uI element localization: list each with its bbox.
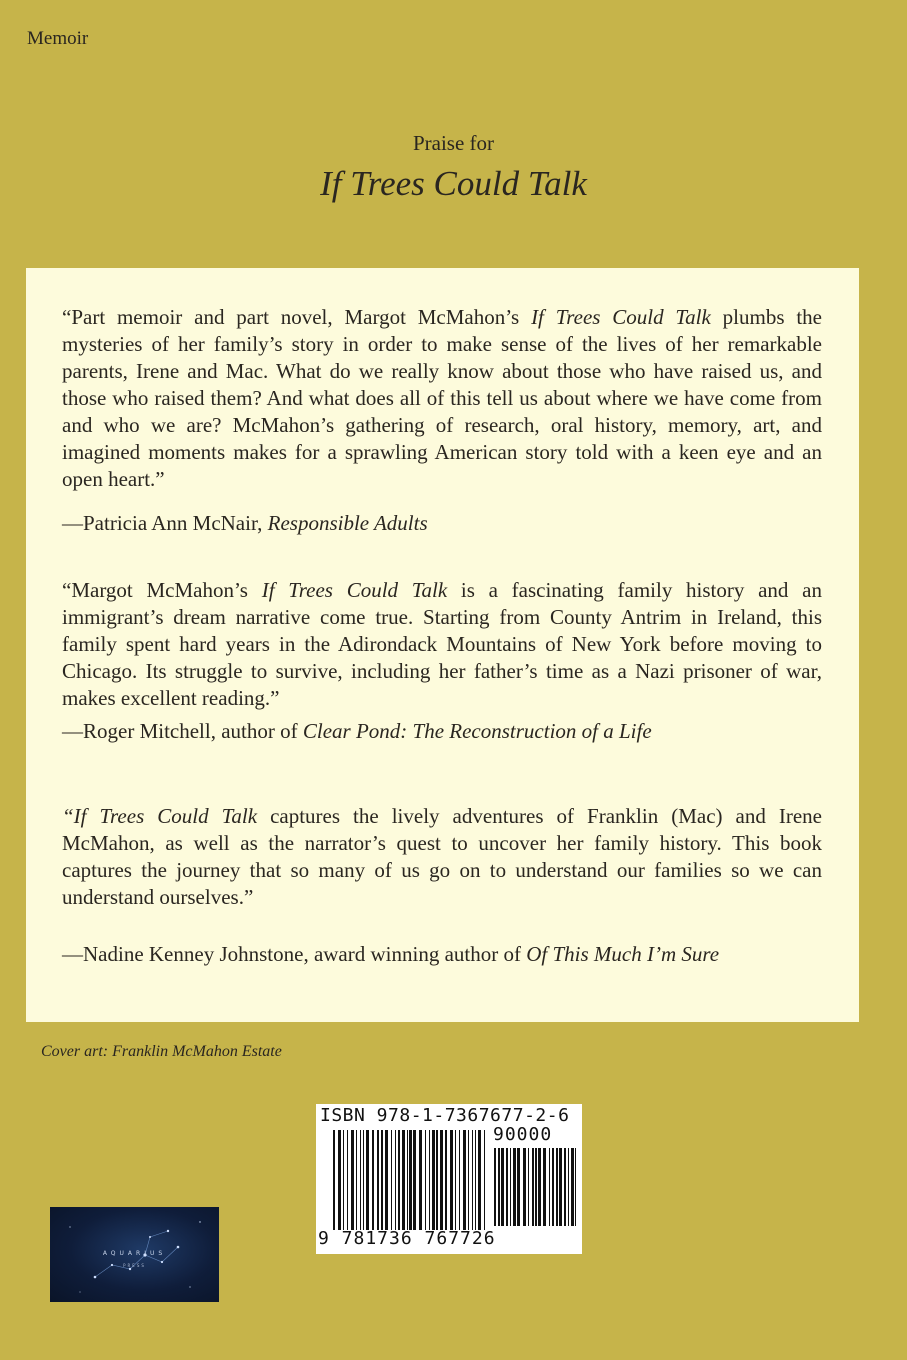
ean-barcode-bars <box>333 1130 485 1230</box>
quote-segment: plumbs the mysteries of her family’s story in order to make sense of the lives of her remarkable parents, Irene and Mac. What do we really know about those who have raised us, and those who raised them? And what does all of this tell us about where we have come from and who we are? McMahon’s gathering of research, oral history, memory, art, and imagined moments makes for a sprawling American story told with a keen eye and an open heart.” <box>62 305 822 491</box>
cover-art-credit: Cover art: Franklin McMahon Estate <box>41 1043 282 1060</box>
quote-text <box>62 304 822 493</box>
quote-segment: is a fascinating family history and an immigrant’s dream narrative come true. Starting from County Antrim in Ireland, this family spent hard years in the Adirondack Mountains of New York before moving to Chicago. Its struggle to survive, including her father’s time as a Nazi prisoner of war, makes excellent reading.” <box>62 578 822 710</box>
barcode-bar <box>564 1148 566 1226</box>
barcode-bar <box>468 1130 469 1230</box>
attribution-segment: —Roger Mitchell, author of <box>62 719 303 743</box>
ean-digits: 9 781736 767726 <box>318 1228 496 1249</box>
barcode-bar <box>398 1130 400 1230</box>
isbn-label: ISBN 978-1-7367677-2-6 <box>320 1105 570 1126</box>
barcode-bar <box>436 1130 438 1230</box>
quote-attribution <box>62 718 822 745</box>
attribution-segment: —Patricia Ann McNair, <box>62 511 268 535</box>
barcode-bar <box>333 1130 335 1230</box>
barcode-bar <box>450 1130 453 1230</box>
barcode-bar <box>517 1148 520 1226</box>
quote-attribution <box>62 510 822 537</box>
barcode-bar <box>409 1130 412 1230</box>
barcode-bar <box>363 1130 364 1230</box>
barcode-bar <box>407 1130 408 1230</box>
barcode-bar <box>429 1130 430 1230</box>
barcode-bar <box>532 1148 534 1226</box>
publisher-subtitle: PRESS <box>123 1263 146 1268</box>
addon-barcode-bars <box>494 1148 576 1226</box>
barcode-bar <box>440 1130 443 1230</box>
barcode-bar <box>475 1130 476 1230</box>
barcode-bar <box>463 1130 466 1230</box>
barcode-bar <box>372 1130 374 1230</box>
publisher-logo <box>50 1207 219 1302</box>
barcode-bar <box>506 1148 508 1226</box>
barcode-bar <box>459 1130 460 1230</box>
barcode-bar <box>351 1130 354 1230</box>
barcode-bar <box>356 1130 357 1230</box>
barcode-bar <box>338 1130 341 1230</box>
barcode-bar <box>385 1130 388 1230</box>
barcode-bar <box>455 1130 456 1230</box>
praise-label: Praise for <box>412 131 495 155</box>
barcode-bar <box>535 1148 537 1226</box>
barcode-bar <box>552 1148 554 1226</box>
publisher-name: AQUARIUS <box>102 1250 167 1257</box>
price-addon-code: 90000 <box>493 1124 553 1145</box>
quote-text <box>62 577 822 712</box>
barcode-bar <box>568 1148 569 1226</box>
isbn-barcode <box>316 1104 582 1254</box>
attribution-segment: —Nadine Kenney Johnstone, award winning author of <box>62 942 527 966</box>
barcode-bar <box>543 1148 546 1226</box>
attribution-italic-segment: Responsible Adults <box>267 511 428 535</box>
genre-label: Memoir <box>27 28 89 49</box>
barcode-bar <box>425 1130 426 1230</box>
quote-attribution <box>62 941 822 968</box>
quote-segment: captures the lively adventures of Franklin (Mac) and Irene McMahon, as well as the narrator’s quest to uncover her family history. This book captures the journey that so many of us go on to understand our families so we can understand ourselves.” <box>62 804 823 909</box>
book-title: If Trees Could Talk <box>320 164 587 203</box>
barcode-bar <box>478 1130 481 1230</box>
barcode-bar <box>559 1148 562 1226</box>
praise-quotes-panel <box>26 268 859 1022</box>
barcode-bar <box>413 1130 416 1230</box>
quote-segment: “Margot McMahon’s <box>62 578 262 602</box>
attribution-italic-segment: Clear Pond: The Reconstruction of a Life <box>302 719 652 743</box>
quote-italic-segment: “If Trees Could Talk <box>62 804 258 828</box>
quote-segment: “Part memoir and part novel, Margot McMahon’s <box>62 305 532 329</box>
barcode-bar <box>501 1148 504 1226</box>
barcode-bar <box>377 1130 379 1230</box>
barcode-bar <box>402 1130 405 1230</box>
quote-italic-segment: If Trees Could Talk <box>261 578 448 602</box>
barcode-bar <box>513 1148 516 1226</box>
quote-text <box>62 803 822 911</box>
barcode-bar <box>343 1130 344 1230</box>
barcode-bar <box>484 1130 485 1230</box>
barcode-bar <box>432 1130 435 1230</box>
barcode-bar <box>366 1130 369 1230</box>
barcode-bar <box>395 1130 396 1230</box>
barcode-bar <box>381 1130 383 1230</box>
barcode-bar <box>498 1148 500 1226</box>
barcode-bar <box>494 1148 496 1226</box>
barcode-bar <box>419 1130 422 1230</box>
barcode-bar <box>510 1148 511 1226</box>
attribution-italic-segment: Of This Much I’m Sure <box>526 942 720 966</box>
barcode-bar <box>556 1148 558 1226</box>
barcode-bar <box>528 1148 529 1226</box>
barcode-bar <box>571 1148 574 1226</box>
barcode-bar <box>360 1130 361 1230</box>
barcode-bar <box>549 1148 550 1226</box>
barcode-bar <box>445 1130 447 1230</box>
barcode-bar <box>391 1130 392 1230</box>
barcode-bar <box>523 1148 526 1226</box>
quote-italic-segment: If Trees Could Talk <box>531 305 711 329</box>
barcode-bar <box>347 1130 348 1230</box>
barcode-bar <box>575 1148 576 1226</box>
barcode-bar <box>472 1130 473 1230</box>
barcode-bar <box>538 1148 541 1226</box>
